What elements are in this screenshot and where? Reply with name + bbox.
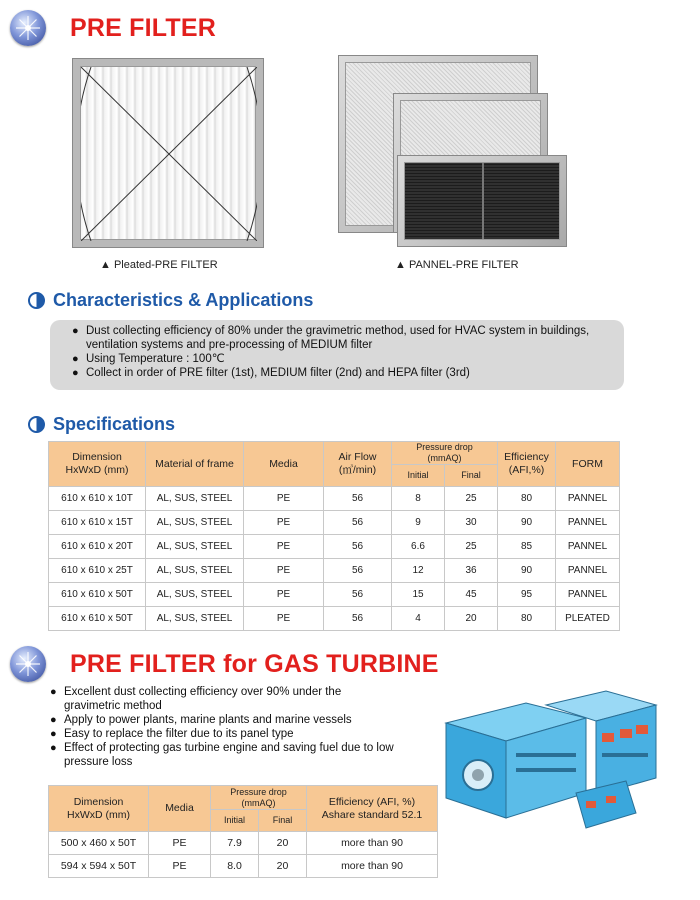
table-cell: 610 x 610 x 25T xyxy=(49,559,146,583)
spec-table-row xyxy=(49,583,620,607)
table-cell: more than 90 xyxy=(307,832,438,855)
table-cell: PE xyxy=(244,487,324,511)
table-cell: 56 xyxy=(324,535,392,559)
table-cell: 7.9 xyxy=(211,832,259,855)
gas-header-dimension: Dimension HxWxD (mm) xyxy=(49,786,149,832)
table-cell: 80 xyxy=(498,607,556,631)
header-media: Media xyxy=(244,442,324,487)
table-cell: 8.0 xyxy=(211,855,259,878)
characteristic-item: ● Collect in order of PRE filter (1st), MEDIUM filter (2nd) and HEPA filter (3rd) xyxy=(72,366,614,380)
table-cell: 30 xyxy=(445,511,498,535)
characteristic-item: ● Dust collecting efficiency of 80% under the gravimetric method, used for HVAC system in buildings, ventilation systems and pre-processing of MEDIUM filter xyxy=(72,324,614,352)
table-cell: 8 xyxy=(392,487,445,511)
header-material: Material of frame xyxy=(146,442,244,487)
header-final: Final xyxy=(445,465,498,487)
gas-turbine-features xyxy=(50,685,430,769)
table-cell: PE xyxy=(244,607,324,631)
table-cell: 95 xyxy=(498,583,556,607)
table-cell: 9 xyxy=(392,511,445,535)
table-cell: 500 x 460 x 50T xyxy=(49,832,149,855)
gas-turbine-title: PRE FILTER for GAS TURBINE xyxy=(70,650,439,678)
table-cell: 45 xyxy=(445,583,498,607)
table-cell: PANNEL xyxy=(556,511,620,535)
specifications-table xyxy=(48,441,620,631)
starburst-badge-icon xyxy=(10,646,46,682)
table-cell: 610 x 610 x 50T xyxy=(49,607,146,631)
table-cell: PE xyxy=(149,855,211,878)
table-cell: 56 xyxy=(324,559,392,583)
spec-table-row xyxy=(49,487,620,511)
characteristics-title: Characteristics & Applications xyxy=(53,290,314,310)
table-cell: 6.6 xyxy=(392,535,445,559)
specifications-title: Specifications xyxy=(53,414,176,434)
table-cell: PANNEL xyxy=(556,487,620,511)
header-pressure-drop: Pressure drop (mmAQ) xyxy=(392,442,498,465)
gas-table-row xyxy=(49,855,438,878)
table-cell: 20 xyxy=(259,832,307,855)
gas-turbine-table xyxy=(48,785,438,878)
table-cell: 594 x 594 x 50T xyxy=(49,855,149,878)
table-cell: 15 xyxy=(392,583,445,607)
table-cell: PE xyxy=(149,832,211,855)
gas-header-initial: Initial xyxy=(211,810,259,832)
table-cell: PANNEL xyxy=(556,535,620,559)
table-cell: 610 x 610 x 10T xyxy=(49,487,146,511)
header-form: FORM xyxy=(556,442,620,487)
table-cell: 56 xyxy=(324,487,392,511)
spec-table-row xyxy=(49,607,620,631)
panel-filter-image-dark xyxy=(397,155,567,247)
feature-item: ● Excellent dust collecting efficiency over 90% under the gravimetric method xyxy=(50,685,430,713)
table-cell: 56 xyxy=(324,511,392,535)
table-cell: 610 x 610 x 50T xyxy=(49,583,146,607)
table-cell: 12 xyxy=(392,559,445,583)
gas-header-media: Media xyxy=(149,786,211,832)
gas-header-pressure-drop: Pressure drop (mmAQ) xyxy=(211,786,307,810)
pannel-filter-caption: ▲ PANNEL-PRE FILTER xyxy=(395,259,519,271)
header-initial: Initial xyxy=(392,465,445,487)
table-cell: 20 xyxy=(259,855,307,878)
table-cell: 90 xyxy=(498,559,556,583)
table-cell: AL, SUS, STEEL xyxy=(146,535,244,559)
table-cell: PE xyxy=(244,511,324,535)
gas-header-efficiency: Efficiency (AFI, %) Ashare standard 52.1 xyxy=(307,786,438,832)
table-cell: AL, SUS, STEEL xyxy=(146,607,244,631)
table-cell: 4 xyxy=(392,607,445,631)
table-cell: 36 xyxy=(445,559,498,583)
feature-item: ● Easy to replace the filter due to its panel type xyxy=(50,727,430,741)
table-cell: more than 90 xyxy=(307,855,438,878)
table-cell: 80 xyxy=(498,487,556,511)
table-cell: PLEATED xyxy=(556,607,620,631)
table-cell: PANNEL xyxy=(556,559,620,583)
gas-header-final: Final xyxy=(259,810,307,832)
header-efficiency: Efficiency (AFI,%) xyxy=(498,442,556,487)
table-cell: PE xyxy=(244,535,324,559)
table-cell: 90 xyxy=(498,511,556,535)
table-cell: 56 xyxy=(324,607,392,631)
header-airflow: Air Flow (㎥/min) xyxy=(324,442,392,487)
table-cell: 20 xyxy=(445,607,498,631)
gas-turbine-illustration xyxy=(436,683,661,833)
table-cell: AL, SUS, STEEL xyxy=(146,487,244,511)
table-cell: 610 x 610 x 20T xyxy=(49,535,146,559)
feature-item: ● Effect of protecting gas turbine engine and saving fuel due to low pressure loss xyxy=(50,741,430,769)
half-circle-icon xyxy=(28,292,45,309)
table-cell: 85 xyxy=(498,535,556,559)
table-cell: AL, SUS, STEEL xyxy=(146,559,244,583)
half-circle-icon xyxy=(28,416,45,433)
gas-table-row xyxy=(49,832,438,855)
characteristics-box xyxy=(50,320,624,390)
table-cell: PE xyxy=(244,583,324,607)
table-cell: 56 xyxy=(324,583,392,607)
spec-table-row xyxy=(49,511,620,535)
pleated-filter-image xyxy=(72,58,264,248)
spec-table-row xyxy=(49,535,620,559)
header-dimension: Dimension HxWxD (mm) xyxy=(49,442,146,487)
table-cell: 610 x 610 x 15T xyxy=(49,511,146,535)
table-cell: 25 xyxy=(445,535,498,559)
table-cell: PE xyxy=(244,559,324,583)
spec-table-row xyxy=(49,559,620,583)
feature-item: ● Apply to power plants, marine plants and marine vessels xyxy=(50,713,430,727)
pleated-filter-caption: ▲ Pleated-PRE FILTER xyxy=(100,259,218,271)
table-cell: PANNEL xyxy=(556,583,620,607)
pre-filter-title: PRE FILTER xyxy=(70,14,216,42)
starburst-badge-icon xyxy=(10,10,46,46)
table-cell: AL, SUS, STEEL xyxy=(146,511,244,535)
table-cell: AL, SUS, STEEL xyxy=(146,583,244,607)
characteristic-item: ● Using Temperature : 100℃ xyxy=(72,352,614,366)
table-cell: 25 xyxy=(445,487,498,511)
